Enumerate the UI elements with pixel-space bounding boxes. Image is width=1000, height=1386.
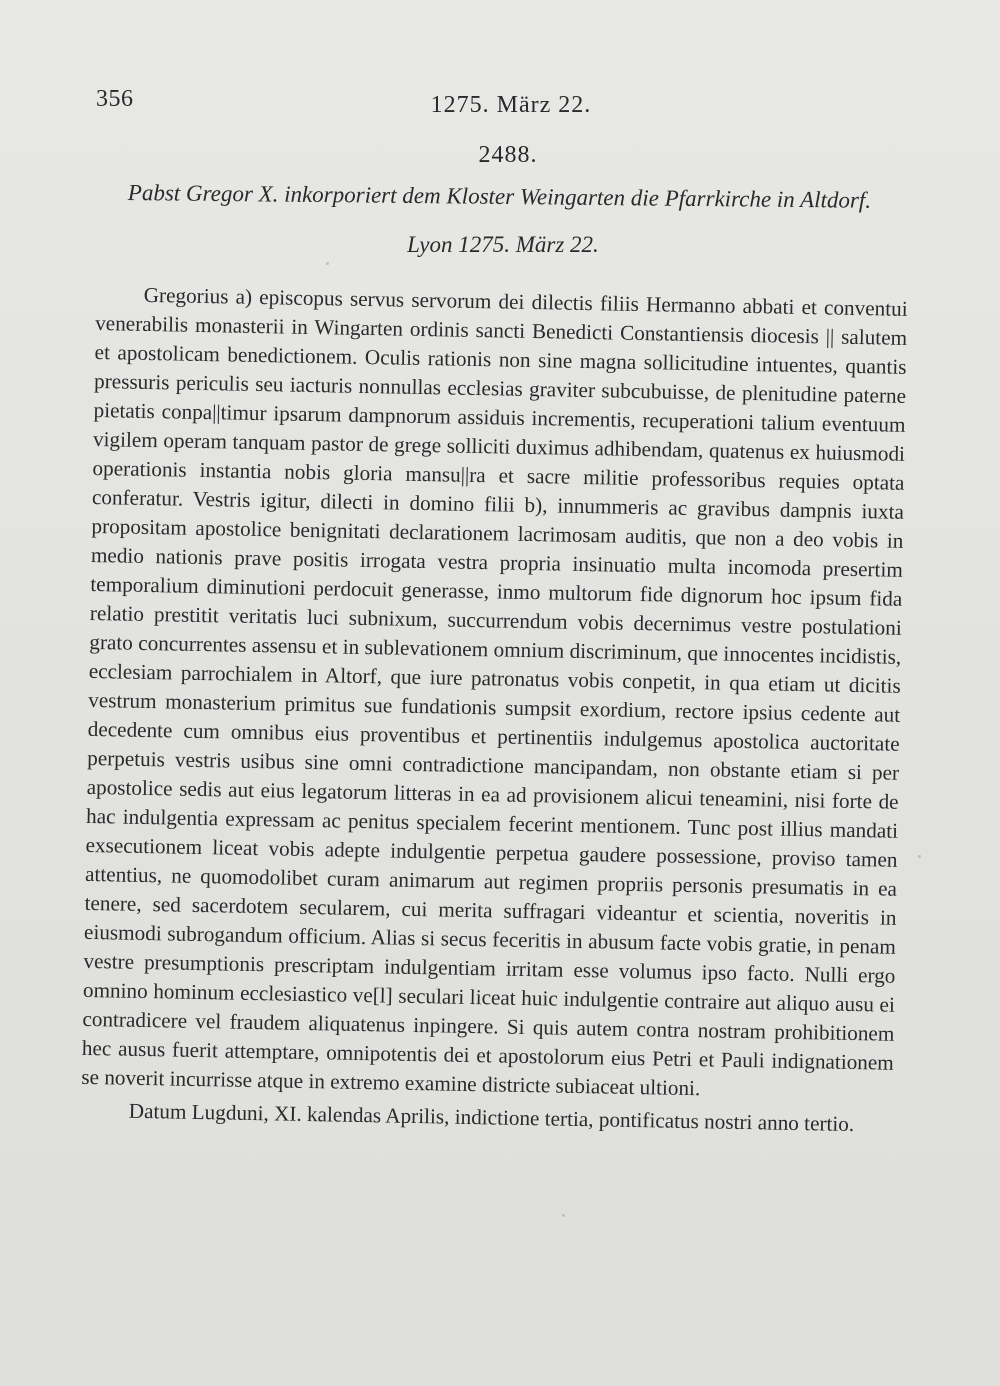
place-and-date-line: Lyon 1275. März 22. [407,232,599,257]
scan-speck [918,855,921,858]
document-number: 2488. [478,142,538,168]
regest-heading: Pabst Gregor X. inkorporiert dem Kloster Weingarten die Pfarrkirche in Altdorf. [127,180,872,213]
scan-speck [326,262,329,265]
running-header-date: 1275. März 22. [430,92,592,118]
charter-paragraph-dating: Datum Lugduni, XI. kalendas Aprilis, indictione tertia, pontificatus nostri anno tertio. [128,1098,855,1137]
charter-paragraph-main: Gregorius a) episcopus servus servorum dei dilectis filiis Hermanno abbati et conventui venerabilis monasterii in Wingarten ordinis sancti Benedicti Constantiensis diocesis || salutem et apostolicam benedictionem. Oculis rationis non sine magna sollicitudine intuentes, quantis pressuris periculis seu iacturis nonnullas ecclesias graviter subcubuisse, de plenitudine paterne pietatis conpa||timur ipsarum dampnorum assiduis incrementis, recuperationi talium eventuum vigilem operam tanquam pastor de grege solliciti duximus adhibendam, quatenus ex huiusmodi operationis instantia nobis gloria mansu||ra et sacre militie professoribus requies optata conferatur. Vestris igitur, dilecti in domino filii b), innummeris ac gravibus dampnis iuxta propositam apostolice benignitati declarationem lacrimosam auditis, que non a deo vobis in medio nationis prave positis irrogata vestra propria insinuatio multa incomoda presertim temporalium diminutioni perdocuit generasse, inmo multorum fide dignorum hoc ipsum fida relatio prestitit veritatis luci subnixum, succurrendum vobis decernimus vestre postulationi grato concurrentes assensu et in sublevationem omnium discriminum, que innocentes incidistis, ecclesiam parrochialem in Altorf, que iure patronatus vobis conpetit, in qua etiam ut dicitis vestrum monasterium primitus sue fundationis sumpsit exordium, rectore ipsius cedente aut decedente cum omnibus eius proventibus et pertinentiis indulgemus apostolica auctoritate perpetuis vestris usibus sine omni contradictione mancipandam, non obstante etiam si per apostolice sedis aut eius legatorum litteras in ea ad provisionem alicui teneamini, nisi forte de hac indulgentia expressam ac penitus specialem fecerint mentionem. Tunc post illius mandati exsecutionem liceat vobis adepte indulgentie perpetua gaudere possessione, proviso tamen attentius, ne quomodolibet curam animarum aut regimen propriis personis presumatis in ea tenere, sed sacerdotem secularem, cui merita suffragari videantur et scientia, noveritis in eiusmodi subrogandum officium. Alias si secus feceritis in abusum facte vobis gratie, in penam vestre presumptionis prescriptam indulgentiam irritam esse volumus ipso facto. Nulli ergo omnino hominum ecclesiastico ve[l] seculari liceat huic indulgentie contraire aut aliquo ausu ei contradicere vel fraudem aliquatenus inpingere. Si quis autem contra nostram prohibitionem hec ausus fuerit attemptare, omnipotentis dei et apostolorum eius Petri et Pauli indignationem se noverit incurrisse atque in extremo examine districte subiaceat ultioni. [81,282,908,1101]
charter-text [81,280,908,1140]
scan-speck [562,1214,565,1217]
page-number: 356 [96,86,134,112]
